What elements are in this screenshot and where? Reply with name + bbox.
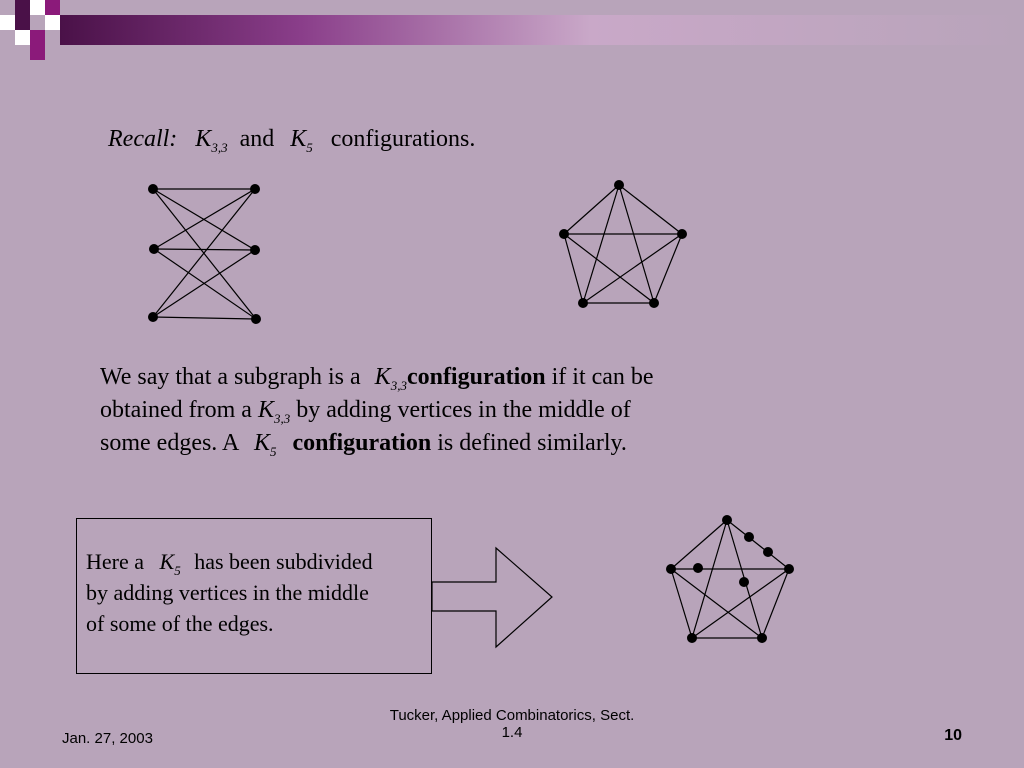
k33-symbol: $K_{3,3}$	[195, 126, 228, 155]
definition-line-1: We say that a subgraph is a $K_{3,3}configuration$ if it can be	[100, 364, 654, 393]
example-line-3: of some of the edges.	[86, 611, 274, 636]
example-line-1: Here a $K_5$ has been subdivided	[86, 549, 373, 578]
k33-symbol: $K_{3,3}$	[374, 364, 407, 393]
recall-label: Recall:	[108, 126, 178, 152]
and-text: and	[239, 126, 275, 152]
configuration-term: configuration	[292, 430, 432, 456]
k5-symbol: $K_5$	[254, 430, 277, 459]
page-number: 10	[944, 727, 962, 744]
k5-symbol: $K_5$	[290, 126, 313, 155]
k5-symbol: $K_5$	[159, 549, 181, 578]
footer-source: Tucker, Applied Combinatorics, Sect. 1.4	[389, 707, 635, 741]
configuration-term: configuration	[406, 364, 546, 390]
definition-line-3: some edges. A $K_5$ configuration is defined similarly.	[100, 430, 627, 459]
definition-line-2: obtained from a $K_{3,3}$ by adding vertices in the middle of	[100, 397, 631, 426]
recall-tail: configurations.	[330, 126, 476, 152]
footer-date: Jan. 27, 2003	[62, 730, 153, 747]
example-line-2: by adding vertices in the middle	[86, 580, 369, 605]
k33-symbol: $K_{3,3}$	[257, 397, 291, 426]
